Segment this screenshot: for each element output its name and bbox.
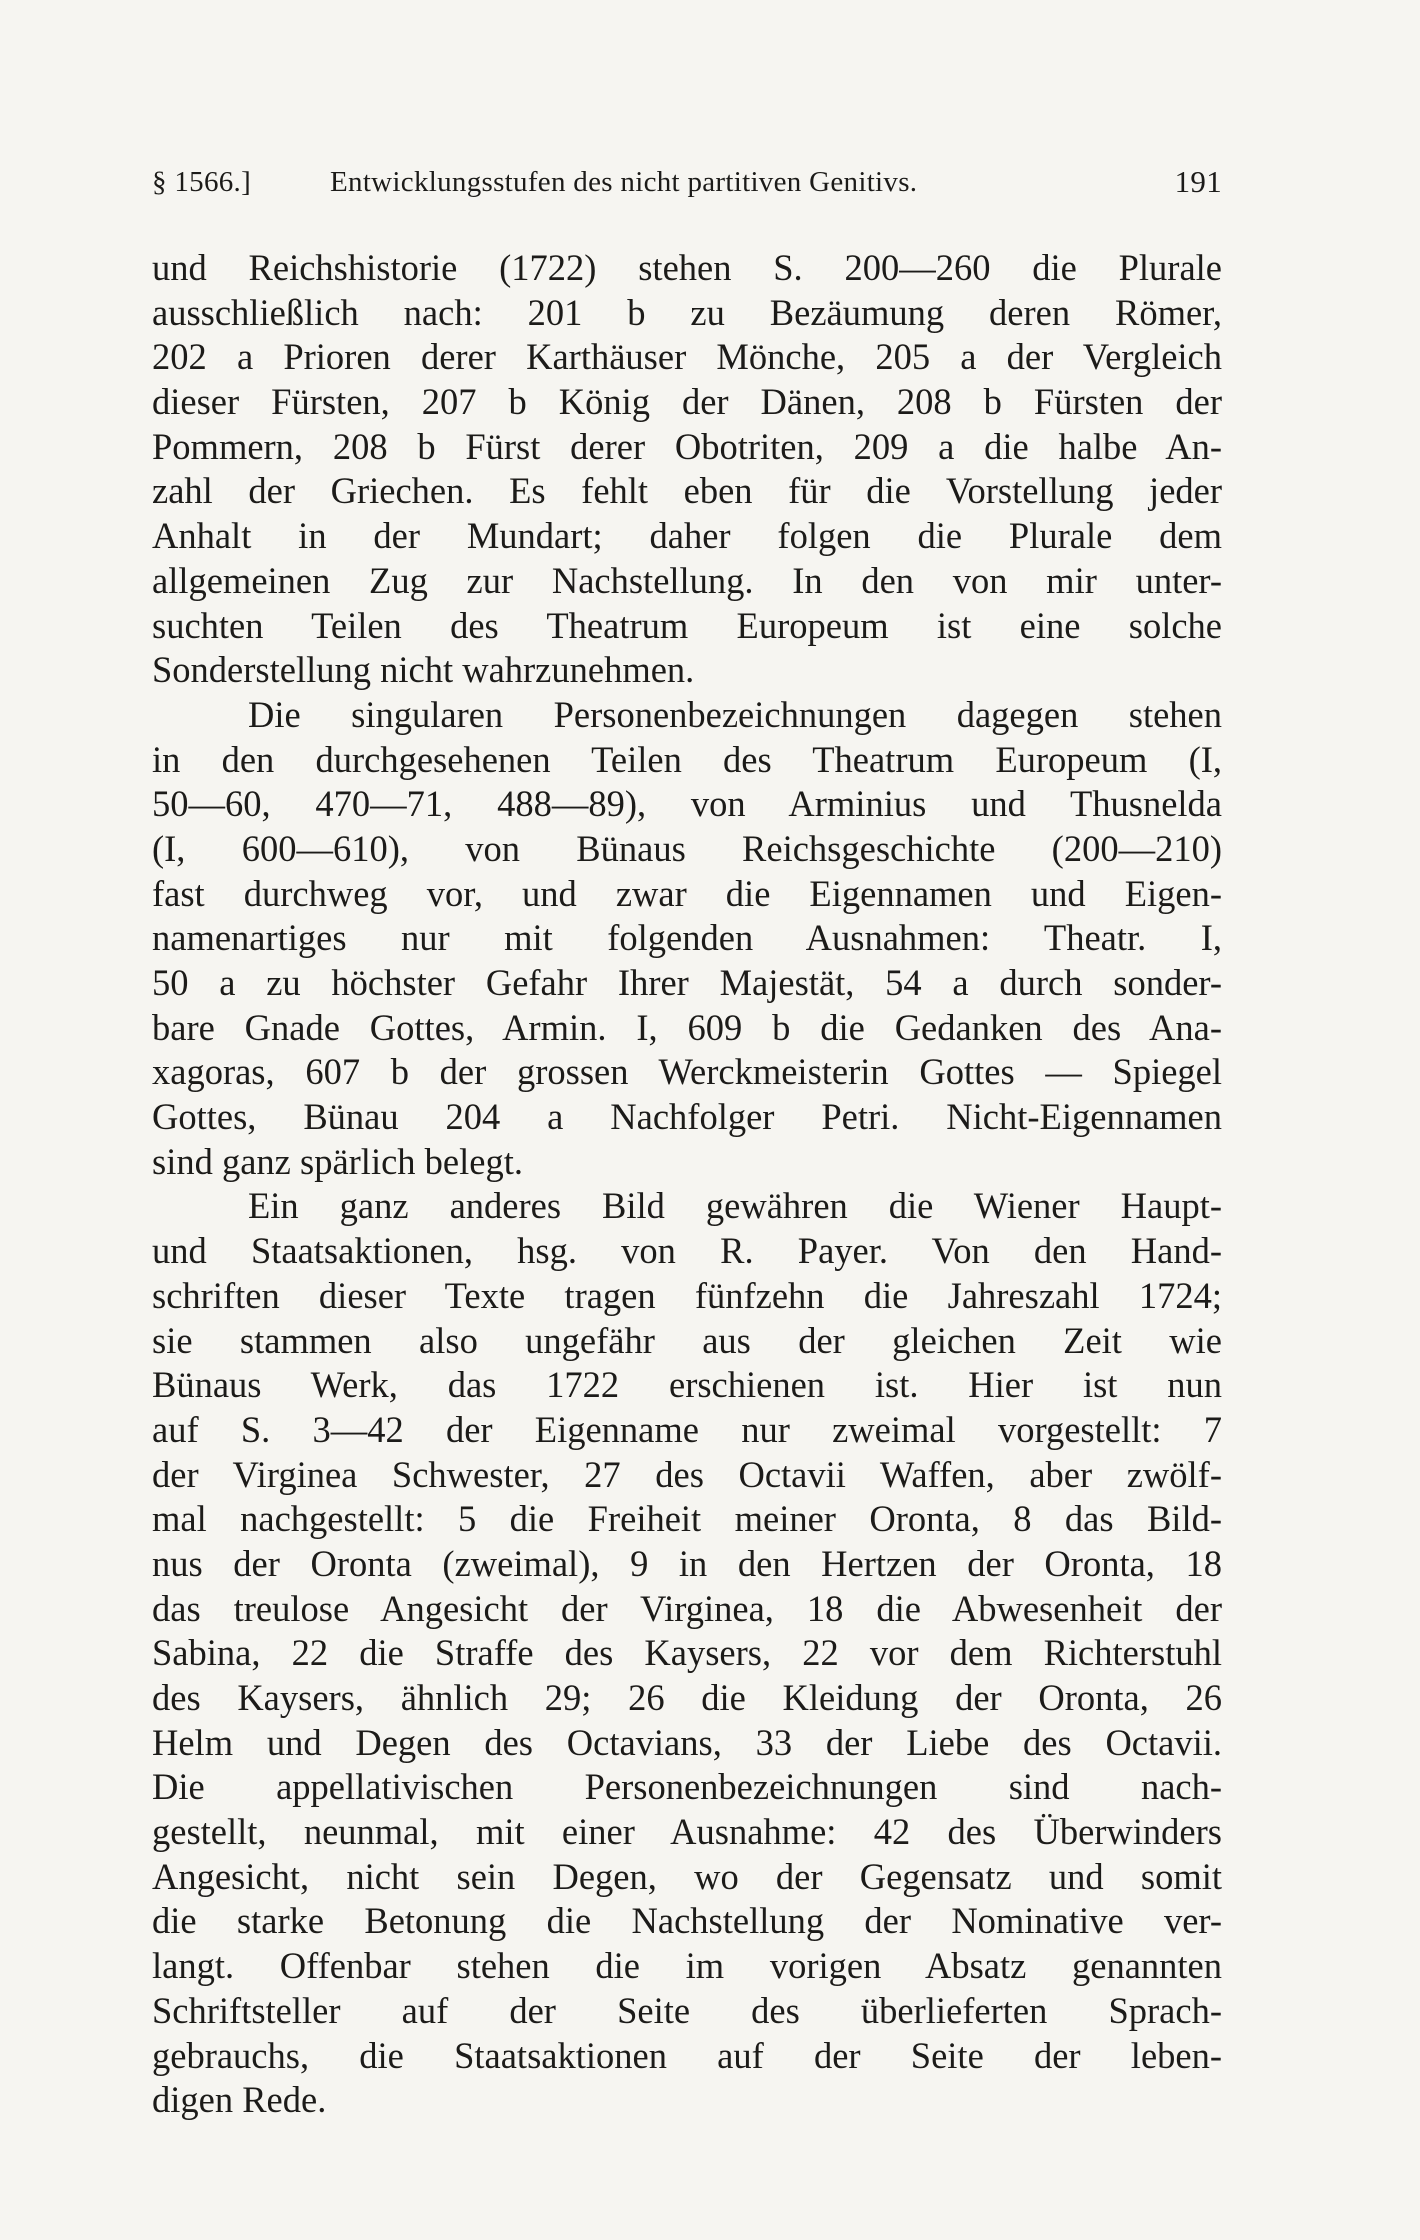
text-line: Die singularen Personenbezeichnungen dagegen stehen [248, 693, 1222, 735]
text-line: dieser Fürsten, 207 b König der Dänen, 208 b Fürsten der [152, 381, 1222, 423]
text-line: schriften dieser Texte tragen fünfzehn die Jahreszahl 1724; [152, 1274, 1222, 1316]
text-line: Helm und Degen des Octavians, 33 der Liebe des Octavii. [152, 1721, 1222, 1763]
text-line: bare Gnade Gottes, Armin. I, 609 b die Gedanken des Ana- [152, 1006, 1222, 1048]
text-line: allgemeinen Zug zur Nachstellung. In den von mir unter- [152, 559, 1222, 601]
text-line: langt. Offenbar stehen die im vorigen Absatz genannten [152, 1945, 1222, 1987]
text-line: 50 a zu höchster Gefahr Ihrer Majestät, 54 a durch sonder- [152, 962, 1222, 1003]
text-line: die starke Betonung die Nachstellung der Nominative ver- [152, 1900, 1222, 1942]
text-line: nus der Oronta (zweimal), 9 in den Hertzen der Oronta, 18 [152, 1542, 1222, 1584]
text-line: Angesicht, nicht sein Degen, wo der Gegensatz und somit [152, 1855, 1222, 1897]
text-line: Schriftsteller auf der Seite des überlieferten Sprach- [152, 1989, 1222, 2031]
text-line: sind ganz spärlich belegt. [152, 1140, 523, 1182]
text-line: digen Rede. [152, 2079, 327, 2121]
section-reference: § 1566.] [152, 166, 252, 198]
text-line: Gottes, Bünau 204 a Nachfolger Petri. Nicht-Eigennamen [152, 1096, 1222, 1138]
text-line: xagoras, 607 b der grossen Werckmeisterin Gottes — Spiegel [152, 1051, 1222, 1093]
text-line: 50—60, 470—71, 488—89), von Arminius und Thusnelda [152, 783, 1222, 825]
text-line: der Virginea Schwester, 27 des Octavii Waffen, aber zwölf- [152, 1453, 1222, 1495]
text-line: das treulose Angesicht der Virginea, 18 die Abwesenheit der [152, 1587, 1222, 1629]
text-line: Bünaus Werk, das 1722 erschienen ist. Hier ist nun [152, 1364, 1222, 1406]
text-line: Die appellativischen Personenbezeichnungen sind nach- [152, 1766, 1222, 1808]
text-line: Pommern, 208 b Fürst derer Obotriten, 209 a die halbe An- [152, 425, 1222, 467]
text-line: Sonderstellung nicht wahrzunehmen. [152, 649, 695, 691]
page-number: 191 [1174, 164, 1222, 199]
text-line: fast durchweg vor, und zwar die Eigennamen und Eigen- [152, 872, 1222, 914]
text-line: in den durchgesehenen Teilen des Theatrum Europeum (I, [152, 738, 1222, 780]
text-line: und Reichshistorie (1722) stehen S. 200—260 die Plurale [152, 247, 1222, 288]
body-text [152, 246, 1222, 2123]
text-line: Anhalt in der Mundart; daher folgen die Plurale dem [152, 515, 1222, 557]
text-line: gebrauchs, die Staatsaktionen auf der Seite der leben- [152, 2034, 1222, 2076]
text-line: sie stammen also ungefähr aus der gleichen Zeit wie [152, 1319, 1222, 1361]
text-line: namenartiges nur mit folgenden Ausnahmen: Theatr. I, [152, 917, 1222, 959]
text-line: zahl der Griechen. Es fehlt eben für die Vorstellung jeder [152, 470, 1222, 512]
running-header [152, 160, 1222, 210]
text-line: ausschließlich nach: 201 b zu Bezäumung deren Römer, [152, 291, 1222, 333]
text-line: Sabina, 22 die Straffe des Kaysers, 22 vor dem Richterstuhl [152, 1632, 1222, 1674]
text-line: mal nachgestellt: 5 die Freiheit meiner Oronta, 8 das Bild- [152, 1498, 1222, 1540]
text-line: Ein ganz anderes Bild gewähren die Wiener Haupt- [248, 1185, 1222, 1227]
text-line: 202 a Prioren derer Karthäuser Mönche, 205 a der Vergleich [152, 336, 1222, 378]
text-line: und Staatsaktionen, hsg. von R. Payer. Von den Hand- [152, 1230, 1222, 1272]
running-title: Entwicklungsstufen des nicht partitiven Genitivs. [330, 166, 918, 198]
text-line: suchten Teilen des Theatrum Europeum ist eine solche [152, 604, 1222, 646]
text-line: (I, 600—610), von Bünaus Reichsgeschichte (200—210) [152, 827, 1222, 869]
text-line: gestellt, neunmal, mit einer Ausnahme: 42 des Überwinders [152, 1811, 1222, 1853]
text-line: des Kaysers, ähnlich 29; 26 die Kleidung der Oronta, 26 [152, 1677, 1222, 1718]
text-line: auf S. 3—42 der Eigenname nur zweimal vorgestellt: 7 [152, 1408, 1222, 1450]
